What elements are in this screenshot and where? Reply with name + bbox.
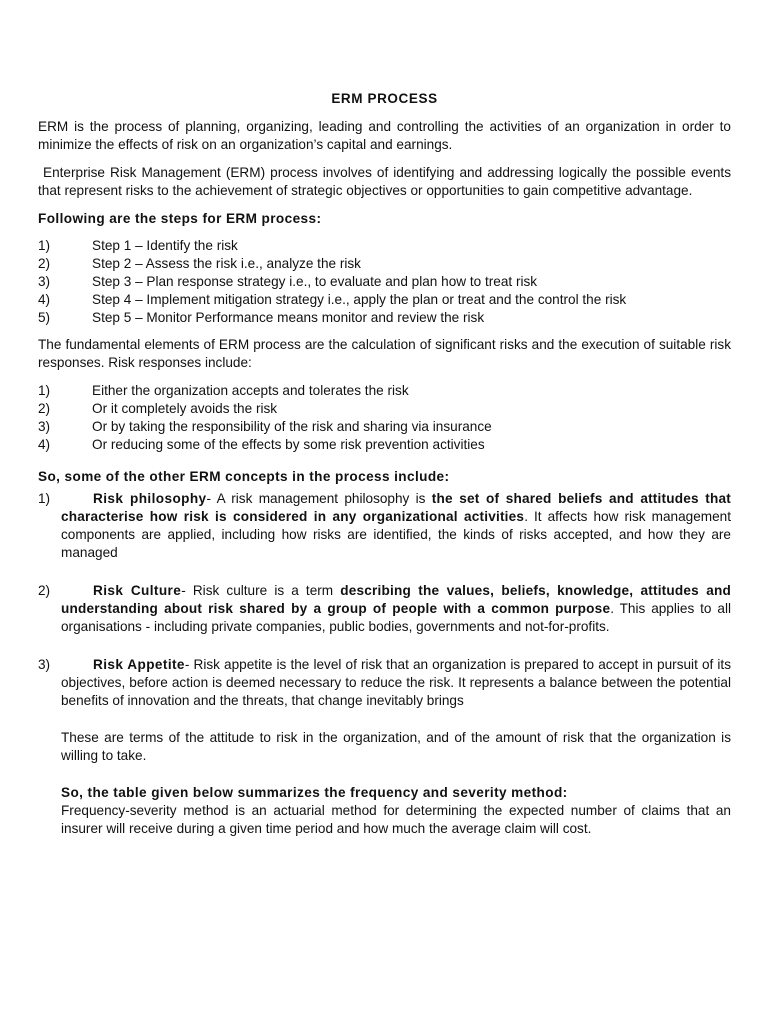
closing-block: [38, 729, 731, 838]
list-text: Or it completely avoids the risk: [92, 401, 278, 416]
attitude-paragraph: These are terms of the attitude to risk in the organization, and of the amount of risk that the organization is willing to take.: [61, 730, 731, 763]
list-text: Step 3 – Plan response strategy i.e., to evaluate and plan how to treat risk: [92, 274, 538, 289]
concepts-heading: So, some of the other ERM concepts in the process include:: [38, 469, 450, 484]
concept-lead: - Risk appetite is the level of risk that an organization is prepared to accept in pursuit of its objectives, before action is deemed necessary to reduce the risk. It represents a balance between the potential benefits of innovation and the threats, that change inevitably brings: [61, 657, 731, 708]
list-text: Or by taking the responsibility of the risk and sharing via insurance: [92, 419, 492, 434]
frequency-paragraph: Frequency-severity method is an actuarial method for determining the expected number of claims that an insurer will receive during a given time period and how much the average claim will cost.: [61, 803, 731, 836]
concept-lead: - Risk culture is a term: [181, 583, 341, 598]
list-text: Either the organization accepts and tolerates the risk: [92, 383, 409, 398]
list-text: Step 1 – Identify the risk: [92, 238, 238, 253]
list-number: 4): [38, 292, 51, 307]
steps-heading: Following are the steps for ERM process:: [38, 211, 322, 226]
list-number: 5): [38, 310, 51, 325]
concept-term: Risk Appetite: [93, 657, 185, 672]
concept-item: [38, 656, 731, 710]
list-number: 3): [38, 657, 51, 672]
list-number: 3): [38, 419, 51, 434]
list-item: [38, 382, 731, 400]
intro-paragraph-2: Enterprise Risk Management (ERM) process involves of identifying and addressing logically the possible events that represent risks to the achievement of strategic objectives or opportunities to gain competitive advantage.: [38, 165, 735, 198]
responses-list: [38, 382, 731, 454]
concept-lead: - A risk management philosophy is: [206, 491, 432, 506]
list-item: [38, 291, 731, 309]
list-text: Step 2 – Assess the risk i.e., analyze the risk: [92, 256, 361, 271]
list-number: 1): [38, 238, 51, 253]
concepts-list: [38, 490, 731, 710]
list-number: 1): [38, 383, 51, 398]
list-number: 2): [38, 583, 51, 598]
list-number: 2): [38, 256, 51, 271]
list-item: [38, 418, 731, 436]
concept-term: Risk philosophy: [93, 491, 207, 506]
list-number: 2): [38, 401, 51, 416]
concept-emphasis: describing the values, beliefs, knowledge, attitudes and understanding about risk shared by a group of people with a common purpose: [61, 583, 732, 616]
list-text: Or reducing some of the effects by some risk prevention activities: [92, 437, 485, 452]
list-number: 3): [38, 274, 51, 289]
concept-rest: . This applies to all organisations - including private companies, public bodies, governments and not-for-profits.: [61, 601, 731, 634]
concept-item: [38, 582, 731, 636]
list-number: 4): [38, 437, 51, 452]
concept-emphasis: the set of shared beliefs and attitudes that characterise how risk is considered in any organizational activities: [61, 491, 731, 524]
list-item: [38, 255, 731, 273]
concept-rest: . It affects how risk management components are applied, including how risks are identified, the kinds of risks accepted, and how they are managed: [61, 509, 732, 560]
list-text: Step 5 – Monitor Performance means monitor and review the risk: [92, 310, 485, 325]
steps-list: [38, 237, 731, 327]
list-item: [38, 436, 731, 454]
list-item: [38, 309, 731, 327]
document-title: ERM PROCESS: [331, 91, 438, 106]
list-text: Step 4 – Implement mitigation strategy i.e., apply the plan or treat and the control the risk: [92, 292, 627, 307]
list-item: [38, 237, 731, 255]
table-heading: So, the table given below summarizes the frequency and severity method:: [61, 785, 568, 800]
fundamentals-paragraph: The fundamental elements of ERM process are the calculation of significant risks and the execution of suitable risk responses. Risk responses include:: [38, 337, 731, 370]
concept-item: [38, 490, 731, 562]
list-item: [38, 273, 731, 291]
intro-paragraph-1: ERM is the process of planning, organizing, leading and controlling the activities of an organization in order to minimize the effects of risk on an organization’s capital and earnings.: [38, 119, 731, 152]
list-item: [38, 400, 731, 418]
list-number: 1): [38, 491, 51, 506]
concept-term: Risk Culture: [93, 583, 182, 598]
